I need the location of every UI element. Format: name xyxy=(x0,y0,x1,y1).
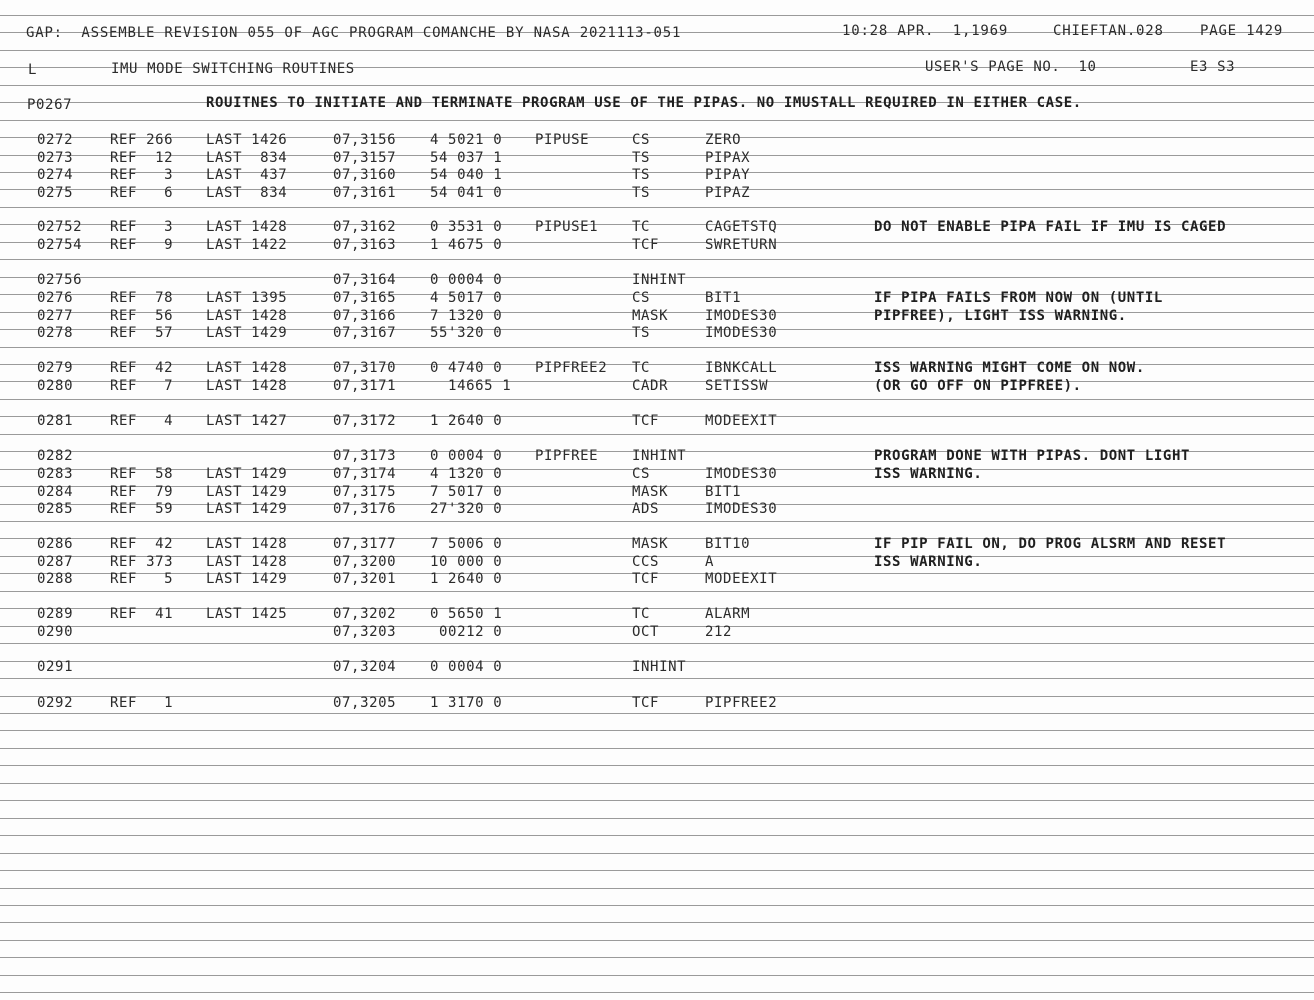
ref-count: REF 373 xyxy=(110,554,174,570)
last-ref: LAST 1422 xyxy=(206,237,288,253)
ref-count: REF 6 xyxy=(110,185,174,201)
operand: PIPAZ xyxy=(705,185,751,201)
last-ref: LAST 834 xyxy=(206,185,288,201)
ref-count: REF 1 xyxy=(110,695,174,711)
comment: ISS WARNING. xyxy=(874,554,983,570)
ref-count: REF 9 xyxy=(110,237,174,253)
address: 07,3174 xyxy=(333,466,397,482)
opcode: TS xyxy=(632,185,651,201)
line-number: 0287 xyxy=(37,554,74,570)
octal-code: 55'320 0 xyxy=(430,325,503,341)
ref-count: REF 12 xyxy=(110,150,174,166)
paper-rule-line xyxy=(0,818,1314,819)
octal-code: 7 5006 0 xyxy=(430,536,503,552)
octal-code: 0 0004 0 xyxy=(430,272,503,288)
operand: PIPFREE2 xyxy=(705,695,778,711)
comment: PROGRAM DONE WITH PIPAS. DONT LIGHT xyxy=(874,448,1191,464)
last-ref: LAST 1428 xyxy=(206,536,288,552)
address: 07,3173 xyxy=(333,448,397,464)
last-ref: LAST 1425 xyxy=(206,606,288,622)
comment: PIPFREE), LIGHT ISS WARNING. xyxy=(874,308,1127,324)
octal-code: 54 041 0 xyxy=(430,185,503,201)
line-number: 0280 xyxy=(37,378,74,394)
octal-code: 0 5650 1 xyxy=(430,606,503,622)
line-number: 0288 xyxy=(37,571,74,587)
comment: DO NOT ENABLE PIPA FAIL IF IMU IS CAGED xyxy=(874,219,1227,235)
octal-code: 0 0004 0 xyxy=(430,448,503,464)
assembly-header: GAP: ASSEMBLE REVISION 055 OF AGC PROGRAM COMANCHE BY NASA 2021113-051 xyxy=(26,25,682,41)
operand: ALARM xyxy=(705,606,751,622)
paper-rule-line xyxy=(0,730,1314,731)
section-title: IMU MODE SWITCHING ROUTINES xyxy=(111,61,355,77)
paper-rule-line xyxy=(0,608,1314,609)
line-number: 0289 xyxy=(37,606,74,622)
address: 07,3204 xyxy=(333,659,397,675)
opcode: TS xyxy=(632,150,651,166)
symbol-label: PIPFREE xyxy=(535,448,599,464)
ref-count: REF 4 xyxy=(110,413,174,429)
octal-code: 54 037 1 xyxy=(430,150,503,166)
ref-count: REF 3 xyxy=(110,219,174,235)
octal-code: 00212 0 xyxy=(430,624,503,640)
opcode: TCF xyxy=(632,237,660,253)
line-number: 0275 xyxy=(37,185,74,201)
operand: MODEEXIT xyxy=(705,413,778,429)
line-number: 0277 xyxy=(37,308,74,324)
paper-rule-line xyxy=(0,469,1314,470)
comment: IF PIP FAIL ON, DO PROG ALSRM AND RESET xyxy=(874,536,1227,552)
line-number: 02754 xyxy=(37,237,83,253)
octal-code: 54 040 1 xyxy=(430,167,503,183)
line-number: 0274 xyxy=(37,167,74,183)
last-ref: LAST 1428 xyxy=(206,378,288,394)
paper-rule-line xyxy=(0,870,1314,871)
operand: CAGETSTQ xyxy=(705,219,778,235)
operand: BIT1 xyxy=(705,290,742,306)
users-page-number: USER'S PAGE NO. 10 xyxy=(925,59,1097,75)
address: 07,3176 xyxy=(333,501,397,517)
octal-code: 1 2640 0 xyxy=(430,571,503,587)
last-ref: LAST 1429 xyxy=(206,484,288,500)
octal-code: 1 2640 0 xyxy=(430,413,503,429)
address: 07,3160 xyxy=(333,167,397,183)
paper-rule-line xyxy=(0,800,1314,801)
operand: IMODES30 xyxy=(705,501,778,517)
paper-rule-line xyxy=(0,975,1314,976)
last-ref: LAST 1429 xyxy=(206,325,288,341)
opcode: CS xyxy=(632,290,651,306)
paper-rule-line xyxy=(0,15,1314,16)
opcode: CCS xyxy=(632,554,660,570)
ref-count: REF 58 xyxy=(110,466,174,482)
line-number: 0291 xyxy=(37,659,74,675)
octal-code: 10 000 0 xyxy=(430,554,503,570)
opcode: TS xyxy=(632,325,651,341)
line-number: 0285 xyxy=(37,501,74,517)
paper-rule-line xyxy=(0,155,1314,156)
line-number: 02752 xyxy=(37,219,83,235)
octal-code: 1 3170 0 xyxy=(430,695,503,711)
address: 07,3164 xyxy=(333,272,397,288)
opcode: CADR xyxy=(632,378,669,394)
address: 07,3167 xyxy=(333,325,397,341)
paper-rule-line xyxy=(0,678,1314,679)
paper-rule-line xyxy=(0,643,1314,644)
paper-rule-line xyxy=(0,835,1314,836)
octal-code: 0 0004 0 xyxy=(430,659,503,675)
paper-rule-line xyxy=(0,957,1314,958)
symbol-label: PIPUSE1 xyxy=(535,219,599,235)
ref-count: REF 41 xyxy=(110,606,174,622)
last-ref: LAST 1428 xyxy=(206,554,288,570)
line-number: 0283 xyxy=(37,466,74,482)
line-number: 0279 xyxy=(37,360,74,376)
operand: MODEEXIT xyxy=(705,571,778,587)
last-ref: LAST 1426 xyxy=(206,132,288,148)
octal-code: 0 3531 0 xyxy=(430,219,503,235)
address: 07,3157 xyxy=(333,150,397,166)
paper-rule-line xyxy=(0,347,1314,348)
ref-count: REF 42 xyxy=(110,360,174,376)
paper-rule-line xyxy=(0,888,1314,889)
program-name: CHIEFTAN.028 xyxy=(1053,23,1164,39)
opcode: INHINT xyxy=(632,659,687,675)
address: 07,3165 xyxy=(333,290,397,306)
ref-count: REF 42 xyxy=(110,536,174,552)
paper-rule-line xyxy=(0,329,1314,330)
opcode: TCF xyxy=(632,413,660,429)
paper-rule-line xyxy=(0,765,1314,766)
paper-rule-line xyxy=(0,207,1314,208)
line-number: 0286 xyxy=(37,536,74,552)
ref-count: REF 79 xyxy=(110,484,174,500)
operand: A xyxy=(705,554,715,570)
opcode: TC xyxy=(632,606,651,622)
line-number: 0282 xyxy=(37,448,74,464)
line-number: 0281 xyxy=(37,413,74,429)
paper-rule-line xyxy=(0,172,1314,173)
opcode: TC xyxy=(632,360,651,376)
operand: PIPAX xyxy=(705,150,751,166)
opcode: MASK xyxy=(632,484,669,500)
paper-rule-line xyxy=(0,713,1314,714)
ref-count: REF 7 xyxy=(110,378,174,394)
paper-rule-line xyxy=(0,992,1314,993)
paper-rule-line xyxy=(0,189,1314,190)
comment: ISS WARNING. xyxy=(874,466,983,482)
last-ref: LAST 1427 xyxy=(206,413,288,429)
opcode: TC xyxy=(632,219,651,235)
comment: (OR GO OFF ON PIPFREE). xyxy=(874,378,1082,394)
octal-code: 27'320 0 xyxy=(430,501,503,517)
operand: 212 xyxy=(705,624,733,640)
comment: ISS WARNING MIGHT COME ON NOW. xyxy=(874,360,1145,376)
operand: BIT10 xyxy=(705,536,751,552)
line-number: 0292 xyxy=(37,695,74,711)
last-ref: LAST 1428 xyxy=(206,219,288,235)
address: 07,3161 xyxy=(333,185,397,201)
opcode: INHINT xyxy=(632,448,687,464)
operand: IMODES30 xyxy=(705,325,778,341)
line-number: 0284 xyxy=(37,484,74,500)
last-ref: LAST 1429 xyxy=(206,571,288,587)
last-ref: LAST 1428 xyxy=(206,308,288,324)
opcode: INHINT xyxy=(632,272,687,288)
octal-code: 4 5021 0 xyxy=(430,132,503,148)
opcode: MASK xyxy=(632,308,669,324)
line-number: 0276 xyxy=(37,290,74,306)
opcode: MASK xyxy=(632,536,669,552)
address: 07,3171 xyxy=(333,378,397,394)
ref-count: REF 57 xyxy=(110,325,174,341)
octal-code: 7 5017 0 xyxy=(430,484,503,500)
operand: IBNKCALL xyxy=(705,360,778,376)
last-ref: LAST 437 xyxy=(206,167,288,183)
paper-rule-line xyxy=(0,521,1314,522)
operand: IMODES30 xyxy=(705,466,778,482)
last-ref: LAST 1429 xyxy=(206,466,288,482)
paper-rule-line xyxy=(0,853,1314,854)
operand: IMODES30 xyxy=(705,308,778,324)
symbol-label: PIPFREE2 xyxy=(535,360,608,376)
address: 07,3175 xyxy=(333,484,397,500)
comment: IF PIPA FAILS FROM NOW ON (UNTIL xyxy=(874,290,1163,306)
address: 07,3200 xyxy=(333,554,397,570)
address: 07,3201 xyxy=(333,571,397,587)
operand: ZERO xyxy=(705,132,742,148)
opcode: TCF xyxy=(632,695,660,711)
opcode: TS xyxy=(632,167,651,183)
operand: BIT1 xyxy=(705,484,742,500)
ref-count: REF 266 xyxy=(110,132,174,148)
address: 07,3203 xyxy=(333,624,397,640)
last-ref: LAST 834 xyxy=(206,150,288,166)
address: 07,3205 xyxy=(333,695,397,711)
address: 07,3202 xyxy=(333,606,397,622)
paper-rule-line xyxy=(0,259,1314,260)
line-number: 02756 xyxy=(37,272,83,288)
page-number: PAGE 1429 xyxy=(1200,23,1284,39)
ref-count: REF 56 xyxy=(110,308,174,324)
section-code: E3 S3 xyxy=(1190,59,1236,75)
octal-code: 4 1320 0 xyxy=(430,466,503,482)
paper-rule-line xyxy=(0,120,1314,121)
paper-rule-line xyxy=(0,85,1314,86)
opcode: CS xyxy=(632,466,651,482)
address: 07,3163 xyxy=(333,237,397,253)
paper-rule-line xyxy=(0,940,1314,941)
address: 07,3162 xyxy=(333,219,397,235)
opcode: ADS xyxy=(632,501,660,517)
last-ref: LAST 1428 xyxy=(206,360,288,376)
paper-rule-line xyxy=(0,783,1314,784)
octal-code: 14665 1 xyxy=(430,378,512,394)
operand: SETISSW xyxy=(705,378,769,394)
paper-rule-line xyxy=(0,748,1314,749)
ref-count: REF 59 xyxy=(110,501,174,517)
paper-rule-line xyxy=(0,591,1314,592)
octal-code: 1 4675 0 xyxy=(430,237,503,253)
paper-rule-line xyxy=(0,50,1314,51)
address: 07,3156 xyxy=(333,132,397,148)
paper-rule-line xyxy=(0,922,1314,923)
last-ref: LAST 1429 xyxy=(206,501,288,517)
intro-line-number: P0267 xyxy=(27,97,73,113)
octal-code: 7 1320 0 xyxy=(430,308,503,324)
paper-rule-line xyxy=(0,399,1314,400)
paper-rule-line xyxy=(0,137,1314,138)
octal-code: 0 4740 0 xyxy=(430,360,503,376)
octal-code: 4 5017 0 xyxy=(430,290,503,306)
intro-comment: ROUITNES TO INITIATE AND TERMINATE PROGRAM USE OF THE PIPAS. NO IMUSTALL REQUIRED IN EITHER CASE. xyxy=(206,95,1082,111)
opcode: TCF xyxy=(632,571,660,587)
operand: SWRETURN xyxy=(705,237,778,253)
assembly-datetime: 10:28 APR. 1,1969 xyxy=(842,23,1009,39)
paper-rule-line xyxy=(0,905,1314,906)
paper-rule-line xyxy=(0,434,1314,435)
address: 07,3170 xyxy=(333,360,397,376)
section-marker: L xyxy=(28,62,38,78)
opcode: CS xyxy=(632,132,651,148)
line-number: 0290 xyxy=(37,624,74,640)
address: 07,3177 xyxy=(333,536,397,552)
opcode: OCT xyxy=(632,624,660,640)
address: 07,3172 xyxy=(333,413,397,429)
symbol-label: PIPUSE xyxy=(535,132,590,148)
line-number: 0273 xyxy=(37,150,74,166)
operand: PIPAY xyxy=(705,167,751,183)
ref-count: REF 5 xyxy=(110,571,174,587)
ref-count: REF 3 xyxy=(110,167,174,183)
address: 07,3166 xyxy=(333,308,397,324)
ref-count: REF 78 xyxy=(110,290,174,306)
line-number: 0272 xyxy=(37,132,74,148)
last-ref: LAST 1395 xyxy=(206,290,288,306)
line-number: 0278 xyxy=(37,325,74,341)
